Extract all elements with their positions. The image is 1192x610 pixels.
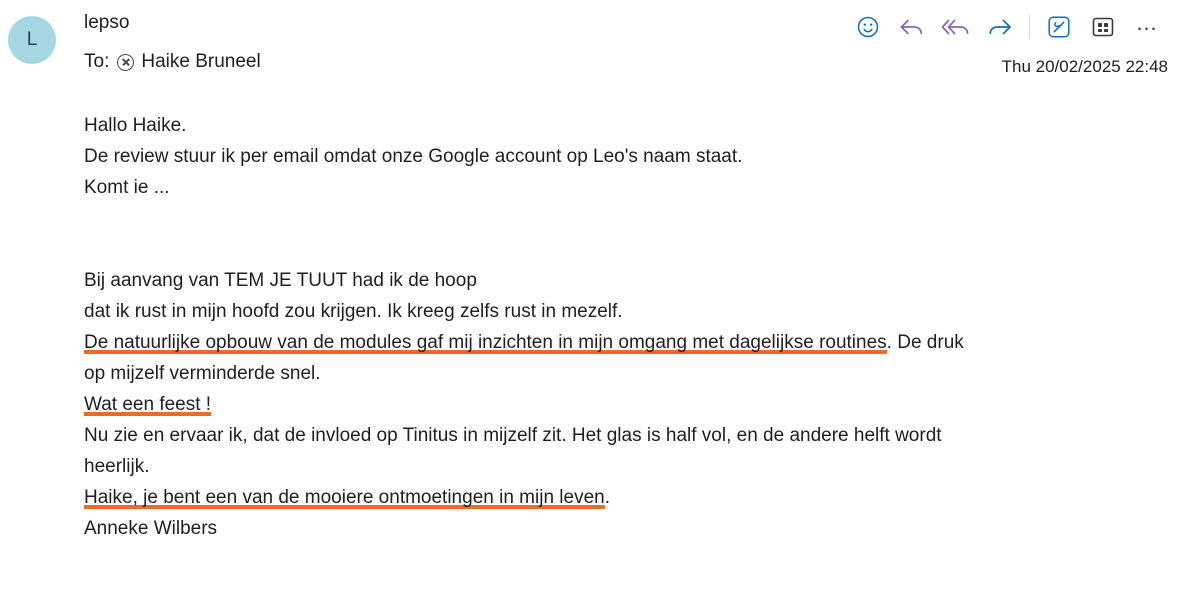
body-line: De review stuur ik per email omdat onze Google account op Leo's naam staat.: [84, 146, 743, 167]
body-text: Nu zie en ervaar ik, dat de invloed op Tinitus in mijzelf zit. Het glas is half vol, en de andere helft wordt: [84, 425, 942, 446]
toolbar-divider: [1029, 15, 1030, 39]
more-options-icon[interactable]: [1126, 10, 1168, 44]
message-actions-toolbar: [847, 10, 1168, 44]
body-text: .: [604, 487, 610, 508]
body-line: [84, 513, 1168, 544]
body-line: [84, 265, 1168, 296]
reply-icon[interactable]: [891, 10, 933, 44]
sender-name[interactable]: lepso: [84, 12, 130, 33]
body-spacer: [84, 203, 1168, 265]
reply-all-icon[interactable]: [935, 10, 977, 44]
body-line: [84, 420, 1168, 451]
to-label: To:: [84, 51, 110, 72]
body-text: . De druk: [886, 332, 964, 353]
body-line: [84, 389, 1168, 420]
body-line: Komt ie ...: [84, 177, 170, 198]
highlighted-text: De natuurlijke opbouw van de modules gaf mij inzichten in mijn omgang met dagelijkse routines: [84, 332, 887, 353]
body-line: [84, 327, 1168, 358]
emoji-reaction-icon[interactable]: [847, 10, 889, 44]
body-text: heerlijk.: [84, 456, 150, 477]
body-text: dat ik rust in mijn hoofd zou krijgen. Ik kreeg zelfs rust in mezelf.: [84, 301, 623, 322]
body-line: [84, 358, 1168, 389]
apps-icon[interactable]: [1082, 10, 1124, 44]
recipient-name: Haike Bruneel: [141, 51, 261, 72]
body-line: [84, 296, 1168, 327]
message-timestamp: Thu 20/02/2025 22:48: [1001, 57, 1168, 76]
contact-unavailable-icon: [117, 54, 134, 71]
highlighted-text: Wat een feest !: [84, 394, 212, 415]
message-body: [0, 92, 1192, 544]
body-line: [84, 451, 1168, 482]
forward-icon[interactable]: [979, 10, 1021, 44]
message-header: [0, 0, 1192, 92]
recipient-chip[interactable]: [117, 49, 260, 75]
avatar: L: [8, 16, 56, 64]
body-line: [84, 482, 1168, 513]
body-text: op mijzelf verminderde snel.: [84, 363, 321, 384]
body-line: Hallo Haike.: [84, 115, 187, 136]
body-text: Anneke Wilbers: [84, 518, 218, 539]
more-options-glyph: …: [1135, 10, 1159, 35]
tag-icon[interactable]: [1038, 10, 1080, 44]
highlighted-text: Haike, je bent een van de mooiere ontmoetingen in mijn leven: [84, 487, 605, 508]
body-text: Bij aanvang van TEM JE TUUT had ik de hoop: [84, 270, 477, 291]
